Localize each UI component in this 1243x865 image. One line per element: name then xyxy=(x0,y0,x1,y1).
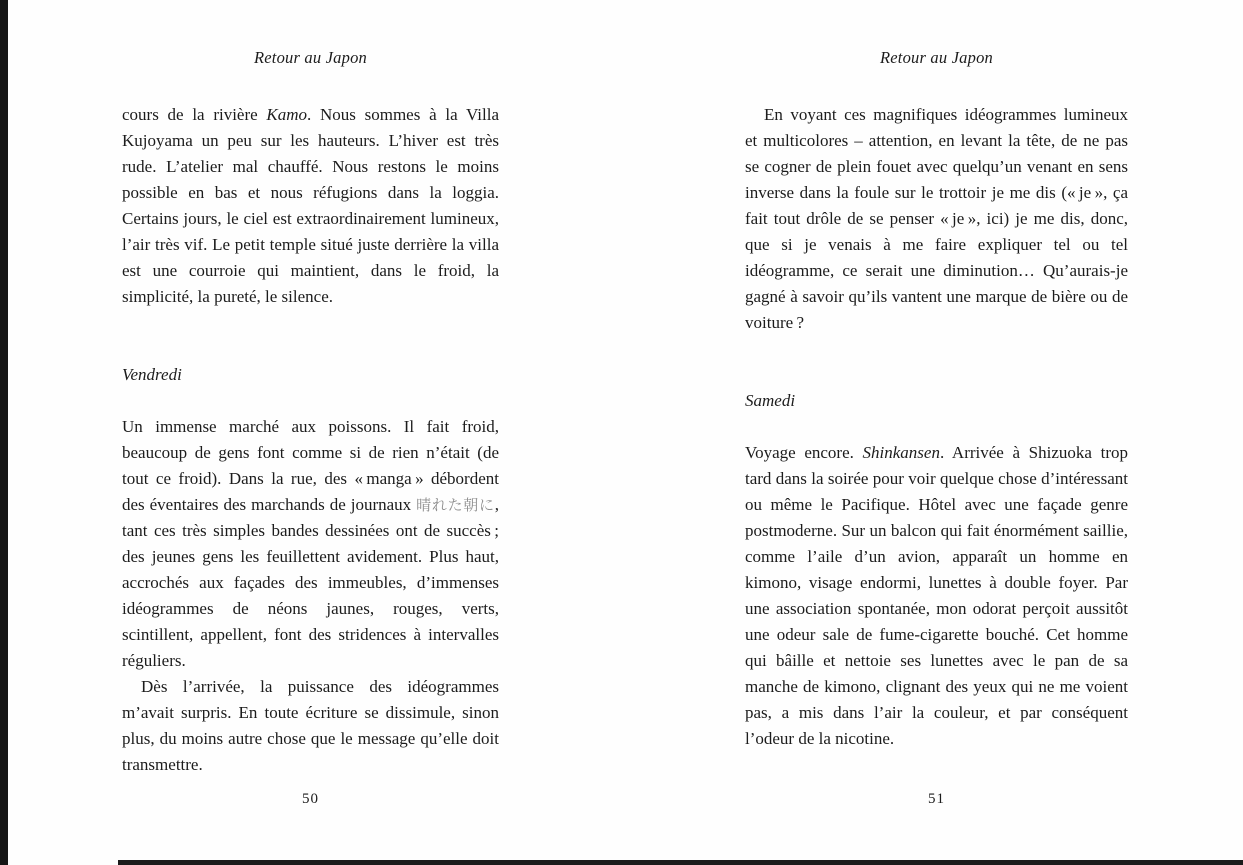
text-segment: . Nous sommes à la Villa Kujoyama un peu sur les hauteurs. L’hiver est très rude. L’atelier mal chauffé. Nous restons le moins possible en bas et nous réfugions dans la loggia. Certains jours, le ciel est extraordinairement lumineux, l’air très vif. Le petit temple situé juste derrière la villa est une courroie qui maintient, dans le froid, la simplicité, la pureté, le silence. xyxy=(122,105,500,306)
paragraph xyxy=(122,414,499,674)
left-page xyxy=(122,0,499,865)
right-page-body xyxy=(745,102,1128,752)
paragraph xyxy=(745,102,1128,336)
running-header: Retour au Japon xyxy=(880,48,993,67)
page-number: 50 xyxy=(302,791,319,807)
text-segment: Shinkansen xyxy=(862,443,940,462)
right-page xyxy=(745,0,1128,865)
book-spine-edge xyxy=(0,0,8,865)
text-segment: Dès l’arrivée, la puissance des idéogrammes m’avait surpris. En toute écriture se dissimule, sinon plus, du moins autre chose que le message qu’elle doit transmettre. xyxy=(122,677,499,774)
page-number: 51 xyxy=(928,791,945,807)
text-segment: Kamo xyxy=(266,105,308,124)
paragraph xyxy=(745,440,1128,752)
text-segment: , tant ces très simples bandes dessinées ont de succès ; des jeunes gens les feuillettent avidement. Plus haut, accrochés aux façades des immeubles, d’immenses idéogrammes de néons jaunes, rouges, verts, scintillent, appellent, font des stridences à intervalles réguliers. xyxy=(122,495,499,670)
left-page-body xyxy=(122,102,499,778)
cjk-text: 晴れた朝に xyxy=(416,496,495,514)
section-heading: Samedi xyxy=(745,391,796,410)
text-segment: cours de la rivière xyxy=(122,105,267,124)
section-heading: Vendredi xyxy=(122,365,182,384)
running-header: Retour au Japon xyxy=(254,48,367,67)
paragraph xyxy=(122,102,499,310)
text-segment: En voyant ces magnifiques idéogrammes lumineux et multicolores – attention, en levant la tête, de ne pas se cogner de plein fouet avec quelqu’un venant en sens inverse dans la foule sur le trottoir je me dis (« je », ça fait tout drôle de se penser « je », ici) je me dis, donc, que si je venais à me faire expliquer tel ou tel idéogramme, ce serait une diminution… Qu’aurais-je gagné à savoir qu’ils vantent une marque de bière ou de voiture ? xyxy=(745,105,1128,332)
text-segment: Voyage encore. xyxy=(745,443,863,462)
paragraph xyxy=(122,674,499,778)
text-segment: . Arrivée à Shizuoka trop tard dans la soirée pour voir quelque chose d’intéressant ou même le Pacifique. Hôtel avec une façade genre postmoderne. Sur un balcon qui fait énormément saillie, comme l’aile d’un avion, apparaît un homme en kimono, visage endormi, lunettes à double foyer. Par une association spontanée, mon odorat perçoit aussitôt une odeur sale de fume-cigarette bouché. Cet homme qui bâille et nettoie ses lunettes avec le pan de sa manche de kimono, clignant des yeux qui ne me voient pas, a mis dans l’air la couleur, et par conséquent l’odeur de la nicotine. xyxy=(745,443,1128,748)
text-segment: Un immense marché aux poissons. Il fait froid, beaucoup de gens font comme si de rien n’était (de tout ce froid). Dans la rue, des « manga » débordent des éventaires des marchands de journaux xyxy=(122,417,499,514)
